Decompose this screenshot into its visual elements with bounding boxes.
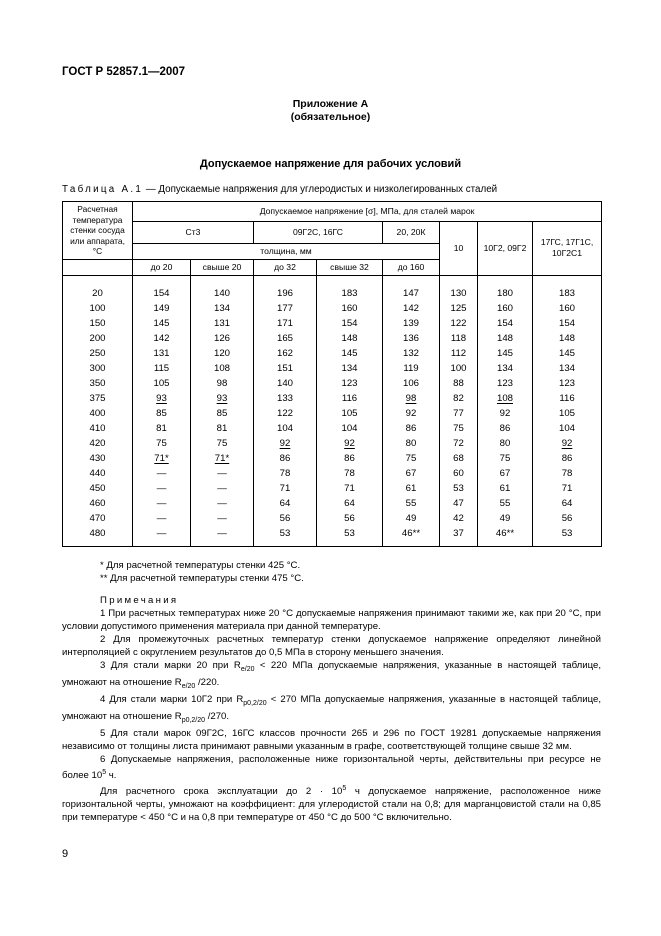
temperature-cell: 410	[63, 421, 133, 436]
stress-cell: 105	[317, 406, 383, 421]
stress-cell: 92	[317, 436, 383, 451]
stress-cell: 133	[254, 391, 317, 406]
appendix-title: Приложение А	[292, 98, 369, 110]
temperature-cell: 300	[63, 361, 133, 376]
stress-cell: 177	[254, 301, 317, 316]
subheader: свыше 32	[317, 259, 383, 275]
stress-cell: 85	[133, 406, 191, 421]
stress-cell: 64	[254, 496, 317, 511]
stress-cell: 71	[533, 481, 602, 496]
stress-cell: 154	[533, 316, 602, 331]
stress-cell: 145	[533, 346, 602, 361]
stress-cell: 64	[533, 496, 602, 511]
grade-header: 10	[440, 222, 478, 276]
temperature-cell: 420	[63, 436, 133, 451]
stress-cell: 165	[254, 331, 317, 346]
stress-cell: 160	[478, 301, 533, 316]
stress-cell: 122	[440, 316, 478, 331]
grade-header: 10Г2, 09Г2	[478, 222, 533, 276]
table-row	[63, 481, 602, 496]
stress-cell: 80	[478, 436, 533, 451]
stress-cell: 42	[440, 511, 478, 526]
table-caption	[62, 184, 497, 195]
footnote: ** Для расчетной температуры стенки 475 °С.	[100, 573, 304, 584]
stress-cell: 77	[440, 406, 478, 421]
stress-group-header: Допускаемое напряжение [σ], МПа, для сталей марок	[133, 202, 602, 222]
thickness-header: толщина, мм	[133, 243, 440, 259]
temperature-header: Расчетная температура стенки сосуда или аппарата, °С	[63, 202, 133, 260]
stress-cell: 81	[191, 421, 254, 436]
stress-cell: 162	[254, 346, 317, 361]
stress-cell: 93	[133, 391, 191, 406]
stress-cell: 120	[191, 346, 254, 361]
stress-cell: 81	[133, 421, 191, 436]
notes-block	[62, 594, 601, 824]
stress-cell: 100	[440, 361, 478, 376]
note-2: 2 Для промежуточных расчетных температур стенки допускаемое напряжение определяют линейной интерполяцией с округлением результатов до 0,5 МПа в сторону меньшего значения.	[62, 634, 601, 658]
stress-cell: 47	[440, 496, 478, 511]
stress-cell: 92	[254, 436, 317, 451]
stress-cell: 75	[383, 451, 440, 466]
stress-cell: 86	[478, 421, 533, 436]
stress-cell: 71*	[191, 451, 254, 466]
stress-cell: 115	[133, 361, 191, 376]
stress-cell: 116	[317, 391, 383, 406]
stress-cell: 86	[533, 451, 602, 466]
stress-cell: 183	[533, 275, 602, 301]
stress-cell: —	[191, 511, 254, 526]
table-row	[63, 391, 602, 406]
stress-cell: 123	[533, 376, 602, 391]
stress-cell: 108	[478, 391, 533, 406]
stress-cell: 55	[383, 496, 440, 511]
stress-cell: 75	[478, 451, 533, 466]
stress-cell: 108	[191, 361, 254, 376]
stress-cell: 92	[533, 436, 602, 451]
stress-cell: 142	[383, 301, 440, 316]
table-row	[63, 511, 602, 526]
stress-cell: 180	[478, 275, 533, 301]
table-row	[63, 316, 602, 331]
temperature-cell: 400	[63, 406, 133, 421]
table-row	[63, 361, 602, 376]
stress-cell: —	[133, 526, 191, 547]
grade-header: Ст3	[133, 222, 254, 244]
stress-cell: 53	[533, 526, 602, 547]
table-row	[63, 466, 602, 481]
temperature-cell: 460	[63, 496, 133, 511]
stress-table	[62, 201, 602, 547]
stress-cell: 72	[440, 436, 478, 451]
stress-cell: 154	[133, 275, 191, 301]
stress-cell: 46**	[383, 526, 440, 547]
stress-cell: 148	[317, 331, 383, 346]
stress-cell: 116	[533, 391, 602, 406]
stress-cell: 71	[254, 481, 317, 496]
stress-cell: 49	[478, 511, 533, 526]
stress-cell: 106	[383, 376, 440, 391]
table-row	[63, 346, 602, 361]
stress-cell: 82	[440, 391, 478, 406]
stress-cell: 151	[254, 361, 317, 376]
footnotes	[62, 559, 601, 585]
temperature-cell: 150	[63, 316, 133, 331]
stress-cell: 71*	[133, 451, 191, 466]
stress-cell: 49	[383, 511, 440, 526]
grade-header: 09Г2С, 16ГС	[254, 222, 383, 244]
temperature-cell: 375	[63, 391, 133, 406]
stress-cell: 160	[533, 301, 602, 316]
stress-cell: 71	[317, 481, 383, 496]
stress-cell: —	[191, 481, 254, 496]
temperature-header-continued	[63, 259, 133, 275]
stress-cell: 60	[440, 466, 478, 481]
temperature-cell: 250	[63, 346, 133, 361]
stress-cell: —	[133, 481, 191, 496]
stress-cell: 53	[440, 481, 478, 496]
stress-cell: 160	[317, 301, 383, 316]
stress-cell: 78	[317, 466, 383, 481]
footnote: * Для расчетной температуры стенки 425 °С.	[100, 560, 301, 571]
stress-cell: —	[191, 466, 254, 481]
table-row	[63, 526, 602, 547]
table-row	[63, 376, 602, 391]
subheader: до 20	[133, 259, 191, 275]
stress-cell: 126	[191, 331, 254, 346]
stress-cell: 98	[191, 376, 254, 391]
temperature-cell: 450	[63, 481, 133, 496]
note-7: Для расчетного срока эксплуатации до $2 \cdot 10^5$ ч допускаемое напряжение, расположенное ниже горизонтальной черты, умножают на коэффициент: для углеродистой стали на 0,8; для марганцовистой стали на 0,85 при температуре < 450 °С и на 0,8 при температуре от 450 °С до 500 °С включительно.	[62, 784, 601, 823]
temperature-cell: 100	[63, 301, 133, 316]
notes-heading: Примечания	[100, 595, 179, 606]
table-row	[63, 451, 602, 466]
stress-cell: 92	[478, 406, 533, 421]
table-caption-text: — Допускаемые напряжения для углеродистых и низколегированных сталей	[143, 184, 498, 195]
stress-cell: 140	[254, 376, 317, 391]
temperature-cell: 480	[63, 526, 133, 547]
stress-cell: —	[133, 466, 191, 481]
temperature-cell: 200	[63, 331, 133, 346]
stress-cell: 132	[383, 346, 440, 361]
temperature-cell: 440	[63, 466, 133, 481]
stress-cell: 123	[317, 376, 383, 391]
stress-cell: 183	[317, 275, 383, 301]
stress-cell: 171	[254, 316, 317, 331]
stress-cell: 92	[383, 406, 440, 421]
stress-cell: 154	[317, 316, 383, 331]
stress-cell: 104	[533, 421, 602, 436]
stress-cell: 105	[133, 376, 191, 391]
temperature-cell: 350	[63, 376, 133, 391]
stress-cell: 56	[533, 511, 602, 526]
subheader: свыше 20	[191, 259, 254, 275]
stress-cell: 104	[254, 421, 317, 436]
stress-cell: 148	[478, 331, 533, 346]
stress-cell: 98	[383, 391, 440, 406]
stress-cell: 88	[440, 376, 478, 391]
stress-cell: 134	[478, 361, 533, 376]
stress-cell: 139	[383, 316, 440, 331]
stress-cell: 67	[478, 466, 533, 481]
stress-cell: 86	[317, 451, 383, 466]
appendix-subtitle: (обязательное)	[290, 111, 371, 123]
stress-cell: 56	[317, 511, 383, 526]
grade-header: 17ГС, 17Г1С, 10Г2С1	[533, 222, 602, 276]
stress-cell: 75	[191, 436, 254, 451]
table-row	[63, 496, 602, 511]
grade-header: 20, 20К	[383, 222, 440, 244]
stress-cell: 78	[254, 466, 317, 481]
stress-cell: 67	[383, 466, 440, 481]
stress-cell: —	[133, 496, 191, 511]
stress-cell: 46**	[478, 526, 533, 547]
stress-cell: 56	[254, 511, 317, 526]
stress-cell: 85	[191, 406, 254, 421]
stress-cell: 130	[440, 275, 478, 301]
stress-cell: —	[191, 496, 254, 511]
stress-cell: 145	[317, 346, 383, 361]
table-caption-label: Таблица А.1	[62, 184, 144, 195]
temperature-cell: 20	[63, 275, 133, 301]
stress-cell: 80	[383, 436, 440, 451]
stress-cell: 61	[478, 481, 533, 496]
table-row	[63, 301, 602, 316]
stress-cell: 140	[191, 275, 254, 301]
stress-cell: —	[133, 511, 191, 526]
table-row	[63, 275, 602, 301]
stress-cell: 75	[440, 421, 478, 436]
note-5: 5 Для стали марок 09Г2С, 16ГС классов прочности 265 и 296 по ГОСТ 19281 допускаемые напряжения независимо от толщины листа принимают равными указанным в графе, соответствующей толщине свыше 32 мм.	[62, 727, 601, 752]
stress-cell: 145	[478, 346, 533, 361]
stress-cell: 112	[440, 346, 478, 361]
table-body	[63, 275, 602, 546]
stress-cell: 61	[383, 481, 440, 496]
stress-cell: 125	[440, 301, 478, 316]
stress-cell: 136	[383, 331, 440, 346]
stress-cell: 134	[533, 361, 602, 376]
stress-cell: 145	[133, 316, 191, 331]
stress-cell: 134	[317, 361, 383, 376]
stress-cell: 148	[533, 331, 602, 346]
note-4: 4 Для стали марки 10Г2 при $R_{p0,2/20} < 270$ МПа допускаемые напряжения, указанные в настоящей таблице, умножают на отношение $R_{p0,2/20}$ /270.	[62, 693, 602, 724]
subheader: до 32	[254, 259, 317, 275]
stress-cell: 64	[317, 496, 383, 511]
subheader: до 160	[383, 259, 440, 275]
stress-cell: 147	[383, 275, 440, 301]
note-1: 1 При расчетных температурах ниже 20 °С допускаемые напряжения принимают такими же, как при 20 °С, при условии допустимого применения материала при данной температуре.	[62, 608, 601, 632]
page-number: 9	[62, 848, 69, 860]
stress-cell: 196	[254, 275, 317, 301]
stress-cell: 118	[440, 331, 478, 346]
note-6: 6 Допускаемые напряжения, расположенные ниже горизонтальной черты, действительны при ресурсе не более $10^5$ ч.	[62, 753, 601, 781]
stress-cell: 154	[478, 316, 533, 331]
note-3: 3 Для стали марки 20 при $R_{e/20} < 220$ МПа допускаемые напряжения, указанные в настоящей таблице, умножают на отношение $R_{e/20}$ /220.	[62, 660, 602, 690]
stress-cell: 131	[133, 346, 191, 361]
stress-cell: 86	[383, 421, 440, 436]
stress-cell: 86	[254, 451, 317, 466]
stress-cell: 142	[133, 331, 191, 346]
stress-cell: 78	[533, 466, 602, 481]
table-row	[63, 421, 602, 436]
table-row	[63, 331, 602, 346]
stress-cell: 105	[533, 406, 602, 421]
stress-cell: 119	[383, 361, 440, 376]
stress-cell: 55	[478, 496, 533, 511]
temperature-cell: 470	[63, 511, 133, 526]
stress-cell: 68	[440, 451, 478, 466]
stress-cell: 149	[133, 301, 191, 316]
temperature-cell: 430	[63, 451, 133, 466]
document-header: ГОСТ Р 52857.1—2007	[62, 66, 186, 78]
stress-cell: 37	[440, 526, 478, 547]
stress-cell: 93	[191, 391, 254, 406]
stress-cell: 131	[191, 316, 254, 331]
stress-cell: —	[191, 526, 254, 547]
stress-cell: 122	[254, 406, 317, 421]
stress-cell: 53	[317, 526, 383, 547]
stress-cell: 75	[133, 436, 191, 451]
table-row	[63, 406, 602, 421]
section-title: Допускаемое напряжение для рабочих условий	[199, 158, 462, 170]
stress-cell: 53	[254, 526, 317, 547]
stress-cell: 134	[191, 301, 254, 316]
table-row	[63, 436, 602, 451]
stress-cell: 104	[317, 421, 383, 436]
stress-cell: 123	[478, 376, 533, 391]
